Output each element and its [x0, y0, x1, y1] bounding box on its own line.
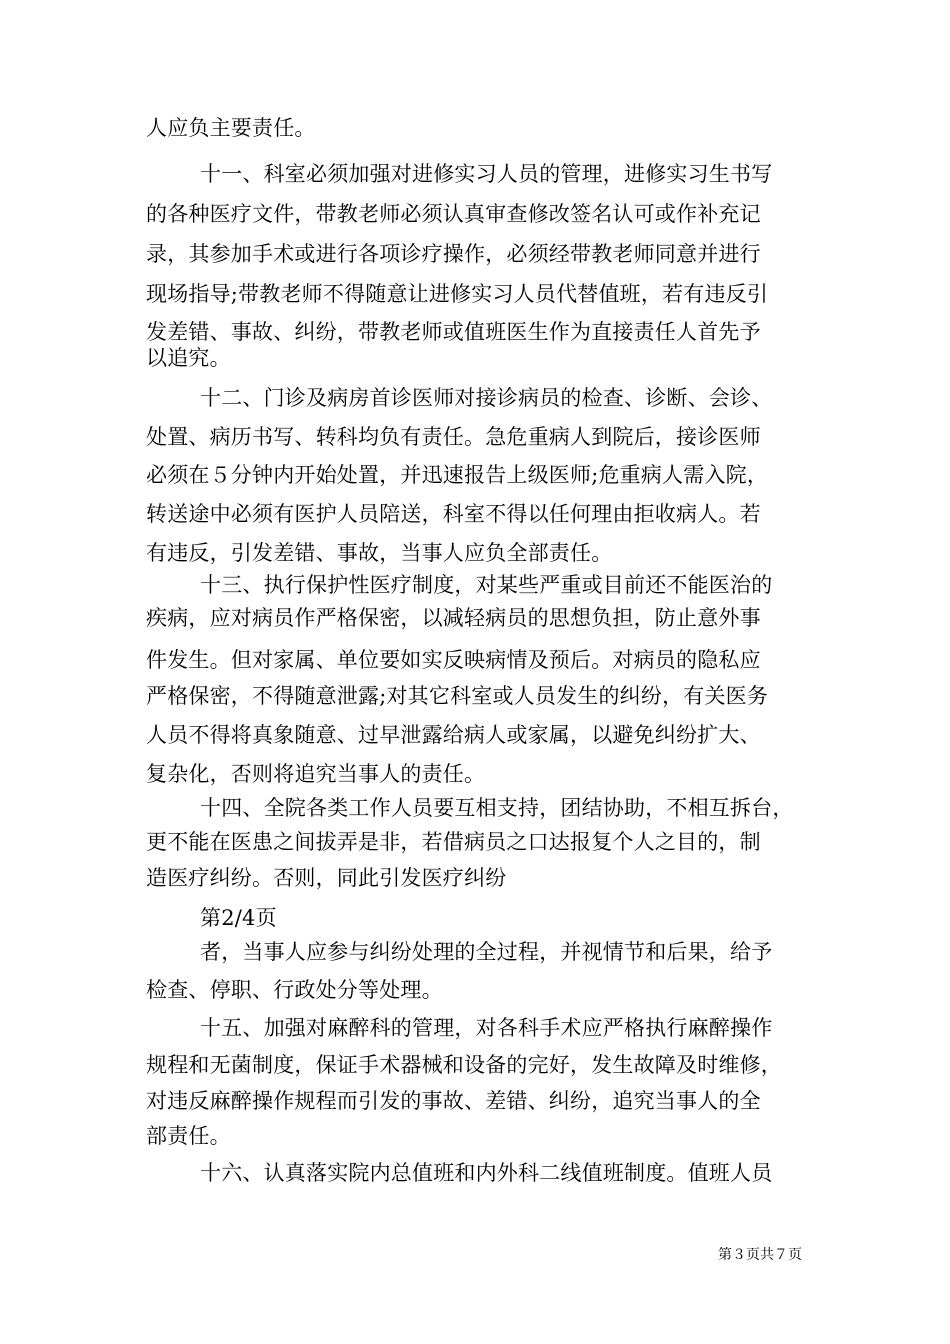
text-line: 者，当事人应参与纠纷处理的全过程，并视情节和后果，给予	[200, 940, 773, 964]
text-line: 人应负主要责任。	[146, 116, 316, 140]
text-line: 处置、病历书写、转科均负有责任。急危重病人到院后，接诊医师	[146, 425, 761, 449]
text-line: 疾病，应对病员作严格保密，以减轻病员的思想负担，防止意外事	[146, 606, 761, 630]
page-footer: 第３页共７页	[718, 1247, 802, 1263]
text-line: 录，其参加手术或进行各项诊疗操作，必须经带教老师同意并进行	[146, 242, 761, 266]
text-line: 十四、全院各类工作人员要互相支持，团结协助，不相互拆台，	[200, 796, 794, 820]
text-line: 以追究。	[146, 346, 231, 370]
text-line: 检查、停职、行政处分等处理。	[146, 978, 443, 1002]
text-line: 有违反，引发差错、事故，当事人应负全部责任。	[146, 541, 613, 565]
text-line: 的各种医疗文件，带教老师必须认真审查修改签名认可或作补充记	[146, 202, 761, 226]
text-line: 造医疗纠纷。否则，同此引发医疗纠纷	[146, 866, 507, 890]
text-line: 十一、科室必须加强对进修实习人员的管理，进修实习生书写	[200, 162, 773, 186]
text-line: 严格保密，不得随意泄露;对其它科室或人员发生的纠纷，有关医务	[146, 684, 769, 708]
text-line: 转送途中必须有医护人员陪送，科室不得以任何理由拒收病人。若	[146, 502, 761, 526]
text-line: 十五、加强对麻醉科的管理，对各科手术应严格执行麻醉操作	[200, 1016, 773, 1040]
text-line: 件发生。但对家属、单位要如实反映病情及预后。对病员的隐私应	[146, 648, 761, 672]
page-marker: 第2/4页	[200, 906, 277, 930]
text-line: 必须在５分钟内开始处置，并迅速报告上级医师;危重病人需入院，	[146, 463, 769, 487]
text-line: 规程和无菌制度，保证手术器械和设备的完好，发生故障及时维修，	[146, 1053, 782, 1077]
text-line: 对违反麻醉操作规程而引发的事故、差错、纠纷，追究当事人的全	[146, 1089, 761, 1113]
text-line: 十六、认真落实院内总值班和内外科二线值班制度。值班人员	[200, 1161, 773, 1185]
text-line: 人员不得将真象随意、过早泄露给病人或家属，以避免纠纷扩大、	[146, 723, 761, 747]
text-line: 现场指导;带教老师不得随意让进修实习人员代替值班，若有违反引	[146, 282, 769, 306]
text-line: 更不能在医患之间拔弄是非，若借病员之口达报复个人之目的，制	[146, 830, 761, 854]
text-line: 十三、执行保护性医疗制度，对某些严重或目前还不能医治的	[200, 573, 773, 597]
text-line: 复杂化，否则将追究当事人的责任。	[146, 762, 486, 786]
text-line: 发差错、事故、纠纷，带教老师或值班医生作为直接责任人首先予	[146, 320, 761, 344]
text-line: 十二、门诊及病房首诊医师对接诊病员的检查、诊断、会诊、	[200, 386, 773, 410]
text-line: 部责任。	[146, 1124, 231, 1148]
